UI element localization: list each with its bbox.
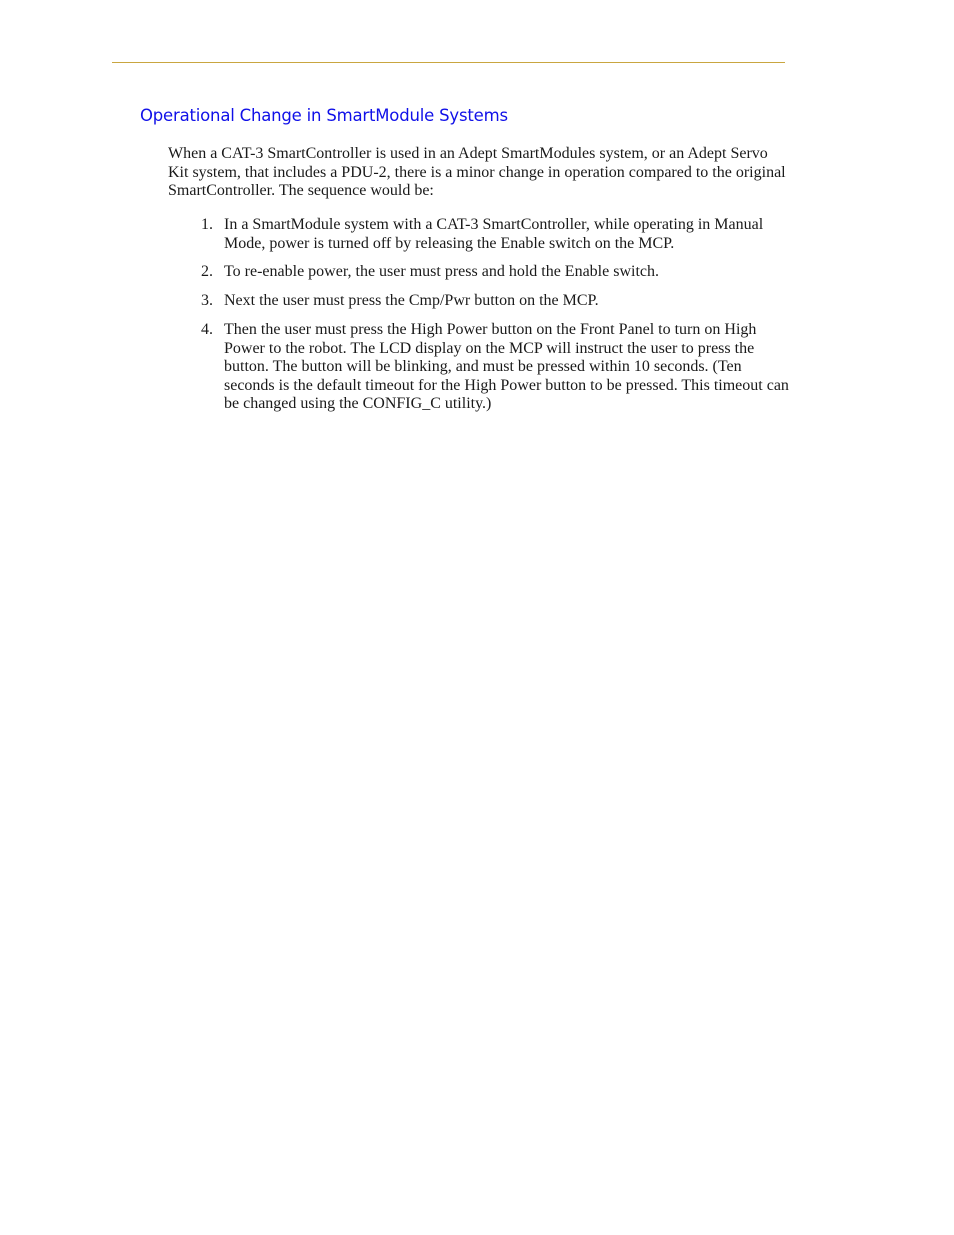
steps-list <box>200 216 790 424</box>
list-item <box>200 292 790 311</box>
list-item <box>200 321 790 414</box>
step-text: In a SmartModule system with a CAT-3 SmartController, while operating in Manual Mode, power is turned off by releasing the Enable switch on the MCP. <box>224 216 764 252</box>
step-text: Next the user must press the Cmp/Pwr button on the MCP. <box>224 292 599 310</box>
step-text: Then the user must press the High Power button on the Front Panel to turn on High Power to the robot. The LCD display on the MCP will instruct the user to press the button. The button will be blinking, and must be pressed within 10 seconds. (Ten seconds is the default timeout for the High Power button to be pressed. This timeout can be changed using the CONFIG_C utility.) <box>224 320 789 413</box>
header-rule <box>112 62 785 63</box>
list-item <box>200 216 790 253</box>
step-number: 1. <box>201 216 213 233</box>
list-item <box>200 263 790 282</box>
section-title: Operational Change in SmartModule Systems <box>140 106 508 125</box>
step-number: 3. <box>201 292 213 310</box>
intro-paragraph: When a CAT-3 SmartController is used in an Adept SmartModules system, or an Adept Servo Kit system, that includes a PDU-2, there is a minor change in operation compared to the original SmartController. The sequence would be: <box>168 145 786 200</box>
step-number: 2. <box>201 263 213 281</box>
step-text: To re-enable power, the user must press and hold the Enable switch. <box>224 263 659 281</box>
step-number: 4. <box>201 320 213 338</box>
